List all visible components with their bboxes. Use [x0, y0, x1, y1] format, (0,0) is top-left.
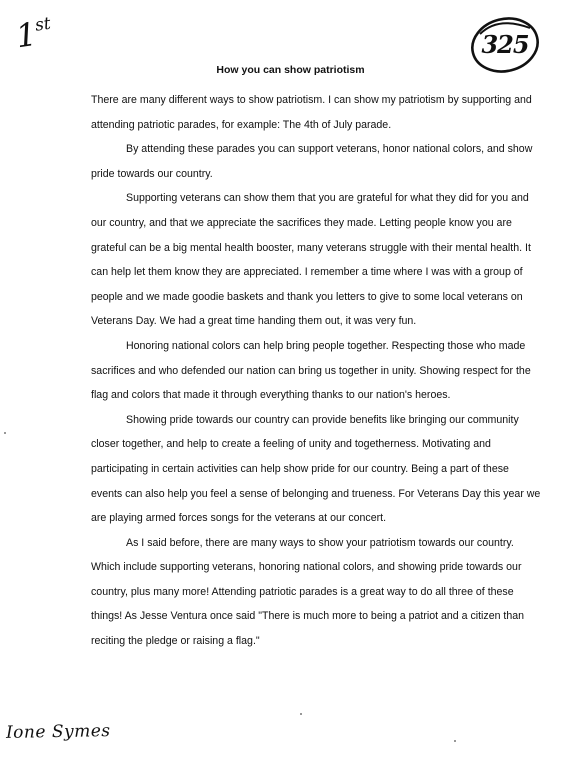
- essay-paragraph: As I said before, there are many ways to show your patriotism towards our country. Which include supporting veterans, honoring national colors, and showing pride towards our country, plus many more! Attending patriotic parades is a great way to do all three of these things! As Jesse Ventura once said "There is much more to being a patriot and a citizen than reciting the pledge or raising a flag.": [91, 536, 525, 648]
- essay-paragraph: Showing pride towards our country can provide benefits like bringing our community closer together, and help to create a feeling of unity and togetherness. Motivating and participating in certain activities can help show pride for our country. Being a part of these events can also help you feel a sense of belonging and trueness. For Veterans Day this year we are playing armed forces songs for the veterans at our concert.: [91, 413, 541, 525]
- essay-paragraph: By attending these parades you can support veterans, honor national colors, and show pride towards our country.: [91, 143, 533, 180]
- score-value: 325: [481, 30, 529, 59]
- essay-paragraph: Supporting veterans can show them that you are grateful for what they did for you and our country, and that we appreciate the sacrifices they made. Letting people know you are grateful can be a big mental health booster, many veterans struggle with their mental health. It can help let them know they are appreciated. I remember a time where I was with a group of people and we made goodie baskets and thank you letters to give to some local veterans on Veterans Day. We had a great time handing them out, it was very fun.: [91, 192, 531, 328]
- handwritten-place-mark: [13, 13, 54, 56]
- essay-body: [91, 88, 543, 654]
- place-mark-number: 1: [13, 14, 39, 56]
- essay-paragraph: Honoring national colors can help bring people together. Respecting those who made sacrifices and who defended our nation can bring us together in unity. Showing respect for the flag and colors that made it through everything thanks to our nation's heroes.: [91, 339, 531, 402]
- place-mark-suffix: st: [33, 13, 53, 36]
- scan-speck: [300, 713, 302, 715]
- scan-speck: [4, 432, 6, 434]
- essay-paragraph: There are many different ways to show patriotism. I can show my patriotism by supporting and attending patriotic parades, for example: The 4th of July parade.: [91, 94, 532, 131]
- handwritten-signature: Ione Symes: [5, 721, 111, 743]
- essay-title: How you can show patriotism: [216, 64, 365, 76]
- scan-speck: [454, 740, 456, 742]
